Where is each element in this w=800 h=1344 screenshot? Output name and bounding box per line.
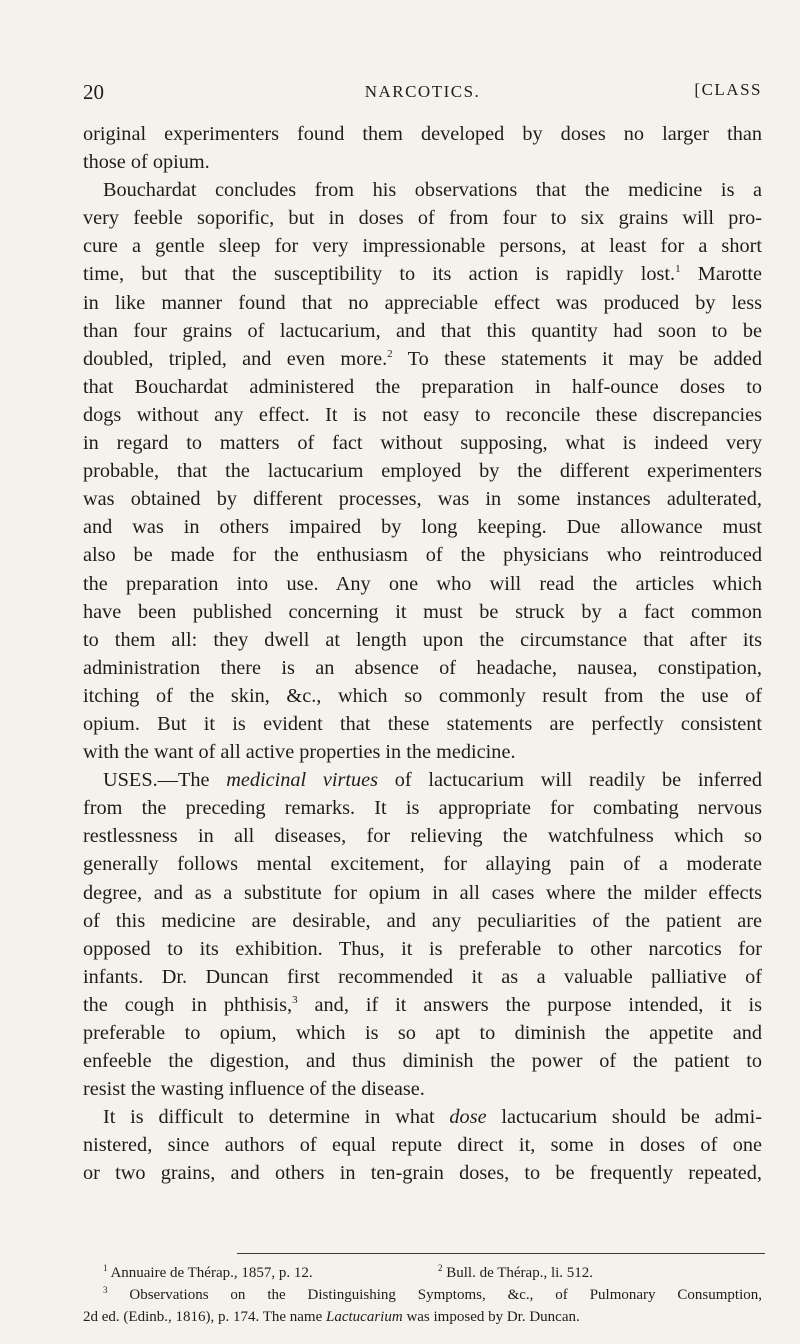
footnote-ref: 2 xyxy=(387,347,393,360)
footnotes xyxy=(83,1262,762,1328)
text-line: or two grains, and others in ten-grain doses, to be frequently repeated, xyxy=(83,1162,762,1185)
text-line: itching of the skin, &c., which so commonly result from the use of xyxy=(83,684,762,707)
text-line: with the want of all active properties in the medicine. xyxy=(83,741,516,764)
text-line: in like manner found that no appreciable effect was produced by less xyxy=(83,291,762,314)
text-line: dogs without any effect. It is not easy to reconcile these discrepancies xyxy=(83,403,762,426)
footnote-row xyxy=(83,1262,762,1284)
running-header xyxy=(83,80,762,110)
text-line: the cough in phthisis,$^3$ and, if it answers the purpose intended, it is xyxy=(83,993,762,1016)
text-line: that Bouchardat administered the preparation in half-ounce doses to xyxy=(83,375,762,398)
text-line: It is difficult to determine in what dose lactucarium should be admi- xyxy=(103,1106,762,1129)
footnote-ref: 3 xyxy=(292,993,298,1006)
running-title: NARCOTICS. xyxy=(364,82,481,101)
text-line: restlessness in all diseases, for relieving the watchfulness which so xyxy=(83,825,762,848)
text-line: degree, and as a substitute for opium in all cases where the milder effects xyxy=(83,881,762,904)
text-line: Bouchardat concludes from his observations that the medicine is a xyxy=(103,179,762,202)
section-heading-uses: USES.—The xyxy=(103,769,210,792)
footnote-3: $^3$ Observations on the Distinguishing Symptoms, &c., of Pulmonary Consumption, xyxy=(103,1285,763,1303)
text-line: very feeble soporific, but in doses of from four to six grains will pro- xyxy=(83,207,762,230)
text-line: probable, that the lactucarium employed by the different experimenters xyxy=(83,460,762,483)
text-line: have been published concerning it must be struck by a fact common xyxy=(83,600,762,623)
text-line: opposed to its exhibition. Thus, it is preferable to other narcotics for xyxy=(83,937,762,960)
text-line: administration there is an absence of headache, nausea, constipation, xyxy=(83,656,762,679)
text-line: time, but that the susceptibility to its action is rapidly lost.$^1$ Marotte xyxy=(83,263,762,286)
footnote-ref: 1 xyxy=(675,263,681,276)
footnote-2: $^2$ Bull. de Thérap., li. 512. xyxy=(438,1263,594,1281)
text-line: enfeeble the digestion, and thus diminish the power of the patient to xyxy=(83,1050,762,1073)
class-label: [CLASS xyxy=(694,80,762,99)
page-number: 20 xyxy=(83,80,104,104)
text-line: original experimenters found them developed by doses no larger than xyxy=(83,123,762,145)
text-line: was obtained by different processes, was in some instances adulterated, xyxy=(83,488,762,511)
footnote-3-continued: 2d ed. (Edinb., 1816), p. 174. The name Lactucarium was imposed by Dr. Duncan. xyxy=(83,1309,580,1325)
text-line: opium. But it is evident that these statements are perfectly consistent xyxy=(83,712,762,735)
text-line: of this medicine are desirable, and any peculiarities of the patient are xyxy=(83,909,762,932)
text-line: also be made for the enthusiasm of the physicians who reintroduced xyxy=(83,544,762,567)
text-line: the preparation into use. Any one who will read the articles which xyxy=(83,572,762,595)
text-line: than four grains of lactucarium, and that this quantity had soon to be xyxy=(83,319,762,342)
text-line: preferable to opium, which is so apt to diminish the appetite and xyxy=(83,1022,762,1044)
text-line: infants. Dr. Duncan first recommended it as a valuable palliative of xyxy=(83,965,762,988)
text-line: doubled, tripled, and even more.$^2$ To these statements it may be added xyxy=(83,347,762,370)
text-line: from the preceding remarks. It is appropriate for combating nervous xyxy=(83,797,762,820)
text-line: in regard to matters of fact without supposing, what is indeed very xyxy=(83,432,762,455)
text-line: cure a gentle sleep for very impressionable persons, at least for a short xyxy=(83,235,762,258)
text-line: nistered, since authors of equal repute direct it, some in doses of one xyxy=(83,1134,762,1157)
text-line: to them all: they dwell at length upon the circumstance that after its xyxy=(83,628,762,651)
footnote-divider xyxy=(237,1253,765,1254)
text-line: USES.—The medicinal virtues of lactucarium will readily be inferred xyxy=(103,769,763,792)
text-line: resist the wasting influence of the disease. xyxy=(83,1078,425,1101)
text-line: those of opium. xyxy=(83,151,210,174)
body-text xyxy=(83,120,762,1188)
text-line: generally follows mental excitement, for allaying pain of a moderate xyxy=(83,853,762,876)
text-line: and was in others impaired by long keeping. Due allowance must xyxy=(83,516,762,539)
footnote-1: $^1$ Annuaire de Thérap., 1857, p. 12. xyxy=(103,1263,313,1281)
